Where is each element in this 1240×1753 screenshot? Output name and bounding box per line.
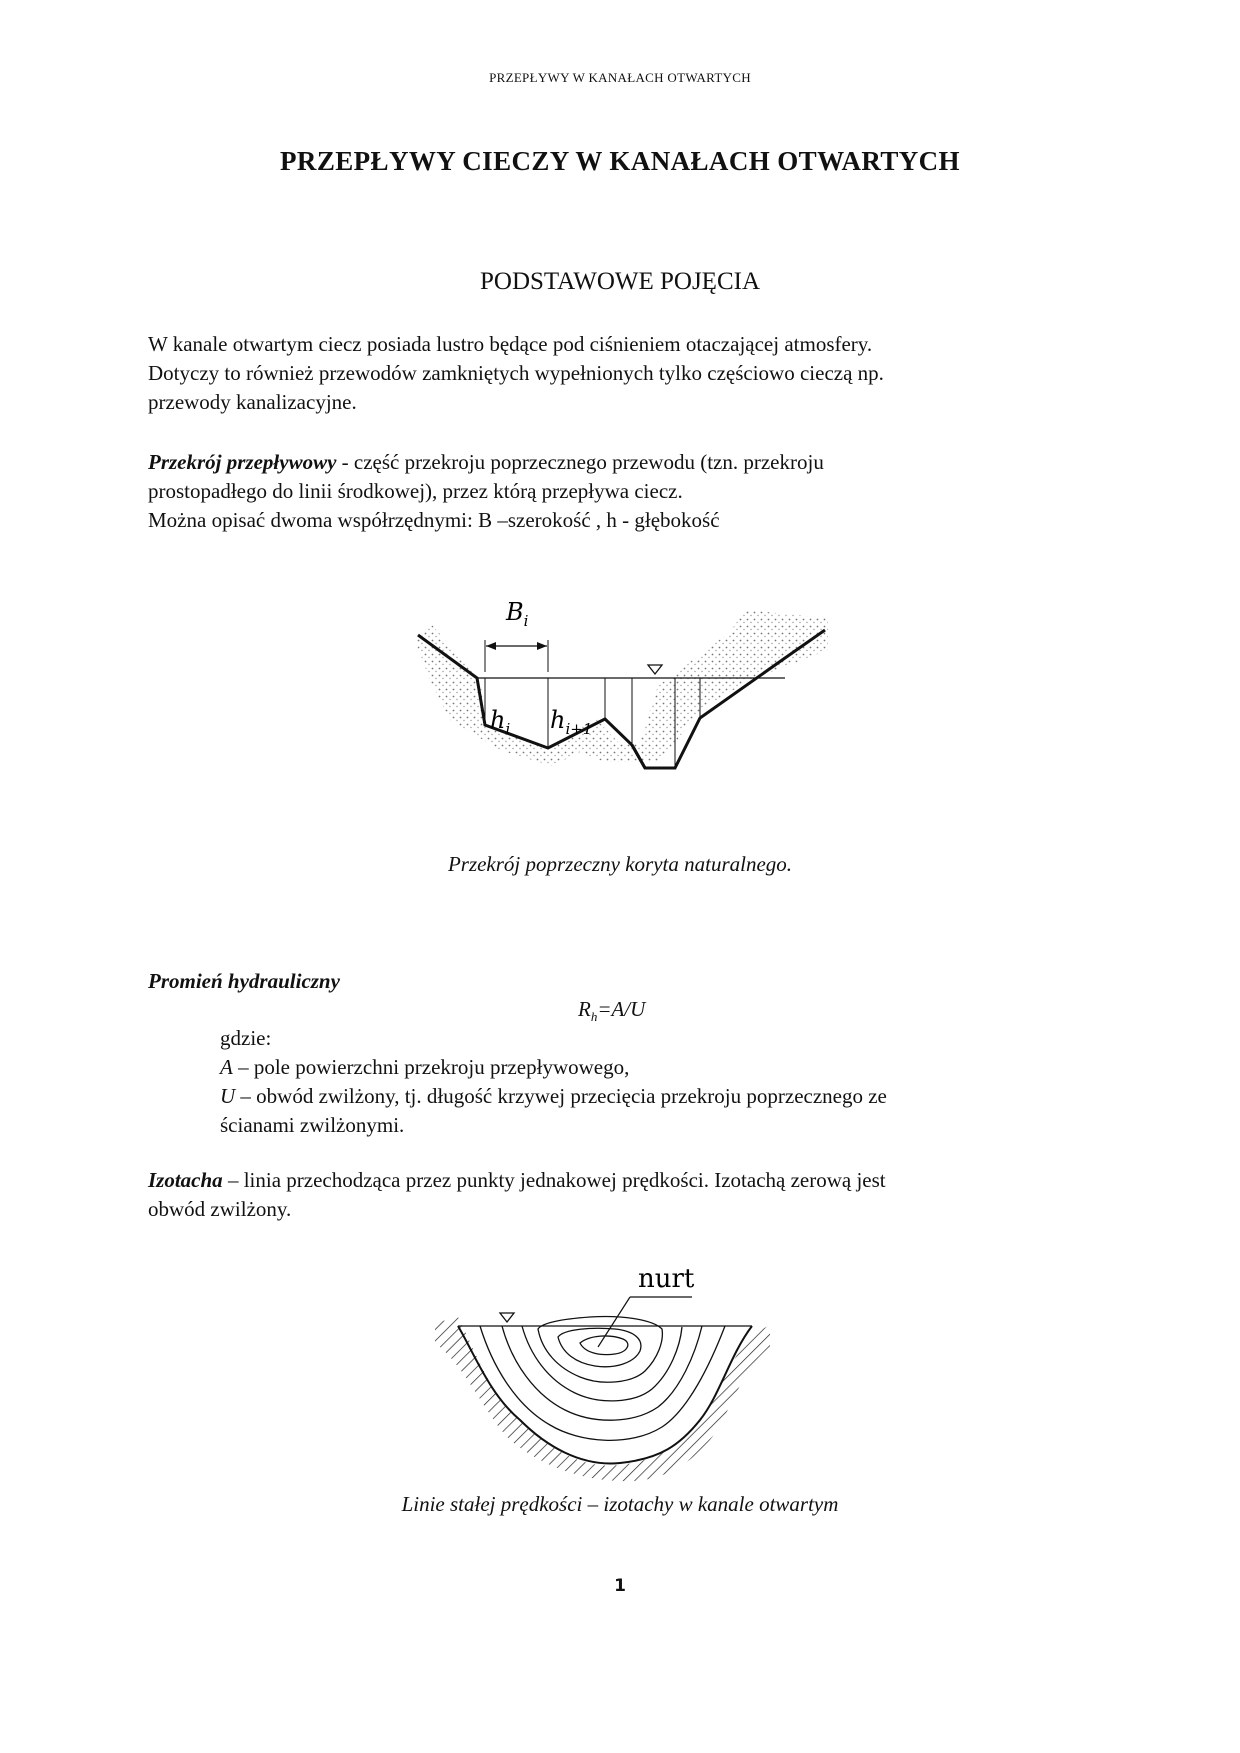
definition-u-continued: ścianami zwilżonymi. <box>220 1113 405 1137</box>
water-level-icon <box>500 1313 514 1322</box>
symbol-a: A <box>220 1055 233 1079</box>
intro-line: przewody kanalizacyjne. <box>148 390 357 414</box>
definition-a-text: – pole powierzchni przekroju przepływowego, <box>232 1055 630 1079</box>
page-number: 1 <box>614 1576 626 1596</box>
intro-line: Dotyczy to również przewodów zamkniętych wypełnionych tylko częściowo cieczą np. <box>148 361 884 385</box>
document-title: PRZEPŁYWY CIECZY W KANAŁACH OTWARTYCH <box>280 146 960 176</box>
page-header: PRZEPŁYWY W KANAŁACH OTWARTYCH <box>489 70 751 85</box>
label-b: $B_i$ <box>506 598 529 630</box>
isotach-line <box>522 1326 682 1401</box>
label-h-i-plus-1: $h_{i+1}$ <box>550 706 593 738</box>
definition-u <box>220 1082 1070 1111</box>
formula-subscript: h <box>590 1009 598 1025</box>
label-h-i: $h_i$ <box>490 706 511 738</box>
arrow-head-icon <box>537 642 547 650</box>
promien-definitions <box>220 1024 1070 1140</box>
figure1-caption: Przekrój poprzeczny koryta naturalnego. <box>447 852 793 876</box>
izotacha-line <box>148 1166 1048 1195</box>
channel-cross-section-figure <box>410 590 840 830</box>
soil-hatching <box>415 610 828 766</box>
label-nurt: nurt <box>638 1264 695 1294</box>
section-heading: PODSTAWOWE POJĘCIA <box>479 268 761 295</box>
gdzie-label: gdzie: <box>220 1026 272 1050</box>
water-level-icon <box>648 665 662 674</box>
isotachs-figure <box>430 1255 780 1485</box>
formula-r: R <box>578 997 591 1021</box>
intro-line: W kanale otwartym ciecz posiada lustro będące pod ciśnieniem otaczającej atmosfery. <box>148 332 873 356</box>
intro-paragraph <box>148 330 1048 417</box>
isotach-line <box>558 1328 641 1366</box>
przekroj-term: Przekrój przepływowy <box>148 450 337 474</box>
przekroj-definition: - część przekroju poprzecznego przewodu (tzn. przekroju <box>336 450 824 474</box>
figure2-caption: Linie stałej prędkości – izotachy w kanale otwartym <box>401 1492 839 1516</box>
promien-heading <box>148 967 1048 996</box>
izotacha-line: obwód zwilżony. <box>148 1197 292 1221</box>
definition-a <box>220 1053 1070 1082</box>
przekroj-line: prostopadłego do linii środkowej), przez którą przepływa ciecz. <box>148 479 683 503</box>
izotacha-paragraph <box>148 1166 1048 1224</box>
definition-u-text: – obwód zwilżony, tj. długość krzywej przecięcia przekroju poprzecznego ze <box>235 1084 887 1108</box>
wetted-perimeter <box>458 1326 752 1463</box>
izotacha-term: Izotacha <box>148 1168 223 1192</box>
izotacha-definition: – linia przechodząca przez punkty jednakowej prędkości. Izotachą zerową jest <box>222 1168 886 1192</box>
przekroj-paragraph <box>148 448 1048 535</box>
arrow-head-icon <box>486 642 496 650</box>
hydraulic-radius-formula <box>578 997 645 1025</box>
przekroj-line: Można opisać dwoma współrzędnymi: B –szerokość , h - głębokość <box>148 508 720 532</box>
przekroj-line <box>148 448 1048 477</box>
symbol-u: U <box>220 1084 236 1108</box>
promien-term: Promień hydrauliczny <box>148 969 340 993</box>
formula-rest: =A/U <box>597 997 646 1021</box>
